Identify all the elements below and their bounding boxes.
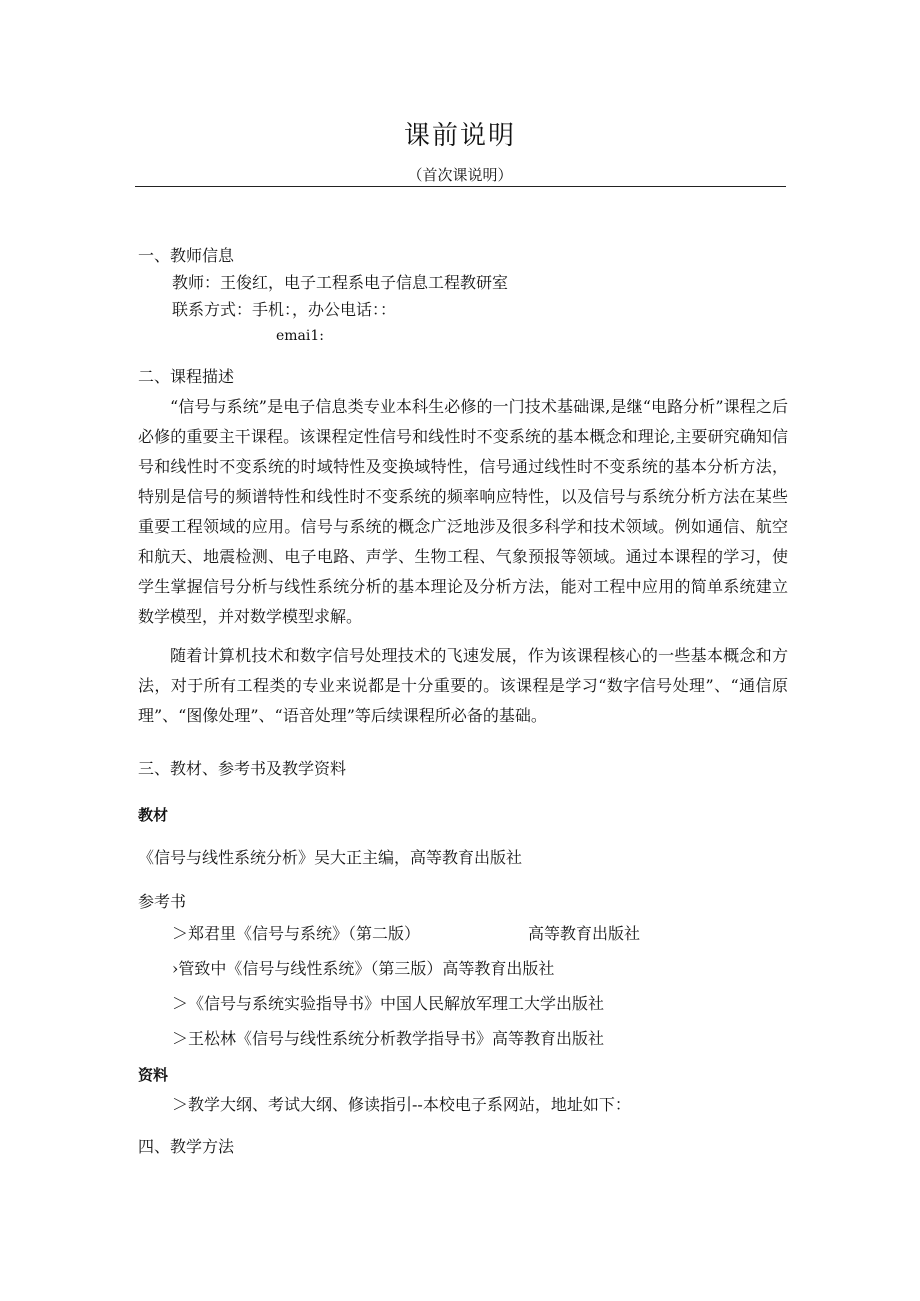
- references-label: 参考书: [138, 892, 187, 911]
- section-heading-materials: 三、教材、参考书及教学资料: [138, 759, 347, 778]
- page-subtitle: （首次课说明）: [407, 166, 513, 184]
- email-label: emai1:: [276, 328, 325, 344]
- course-description-paragraph-2: 随着计算机技术和数字信号处理技术的飞速发展，作为该课程核心的一些基本概念和方法，对于所有工程类的专业来说都是十分重要的。该课程是学习“数字信号处理”、“通信原理”、“图像处理”、“语音处理”等后续课程所必备的基础。: [138, 646, 788, 725]
- teacher-name: 教师：王俊红，电子工程系电子信息工程教研室: [172, 273, 509, 292]
- page-title: 课前说明: [403, 121, 516, 151]
- materials-entry: ＞教学大纲、考试大纲、修读指引--本校电子系网站，地址如下：: [172, 1095, 631, 1114]
- section-heading-course-description: 二、课程描述: [138, 367, 235, 386]
- title-divider: [135, 186, 786, 187]
- reference-item-publisher: 高等教育出版社: [528, 924, 641, 943]
- contact-info: 联系方式：手机：，办公电话：：: [172, 300, 397, 319]
- course-description-paragraph-1: “信号与系统”是电子信息类专业本科生必修的一门技术基础课,是继“电路分析”课程之后必修的重要主干课程。该课程定性信号和线性时不变系统的基本概念和理论,主要研究确知信号和线性时不变系统的时域特性及变换域特性，信号通过线性时不变系统的基本分析方法，特别是信号的频谱特性和线性时不变系统的频率响应特性，以及信号与系统分析方法在某些重要工程领域的应用。信号与系统的概念广泛地涉及很多科学和技术领域。例如通信、航空和航天、地震检测、电子电路、声学、生物工程、气象预报等领域。通过本课程的学习，使学生掌握信号分析与线性系统分析的基本理论及分析方法，能对工程中应用的简单系统建立数学模型，并对数学模型求解。: [138, 397, 788, 626]
- reference-item: ›管致中《信号与线性系统》（第三版）高等教育出版社: [172, 959, 555, 978]
- reference-item: ＞郑君里《信号与系统》（第二版）: [172, 924, 421, 943]
- reference-item: ＞《信号与系统实验指导书》中国人民解放军理工大学出版社: [172, 994, 605, 1013]
- section-heading-teacher-info: 一、教师信息: [138, 246, 235, 265]
- textbook-entry: 《信号与线性系统分析》吴大正主编，高等教育出版社: [138, 848, 523, 867]
- textbook-label: 教材: [138, 806, 169, 824]
- reference-item: ＞王松林《信号与线性系统分析教学指导书》高等教育出版社: [172, 1029, 605, 1048]
- materials-label: 资料: [138, 1066, 169, 1084]
- section-heading-teaching-methods: 四、教学方法: [138, 1137, 235, 1156]
